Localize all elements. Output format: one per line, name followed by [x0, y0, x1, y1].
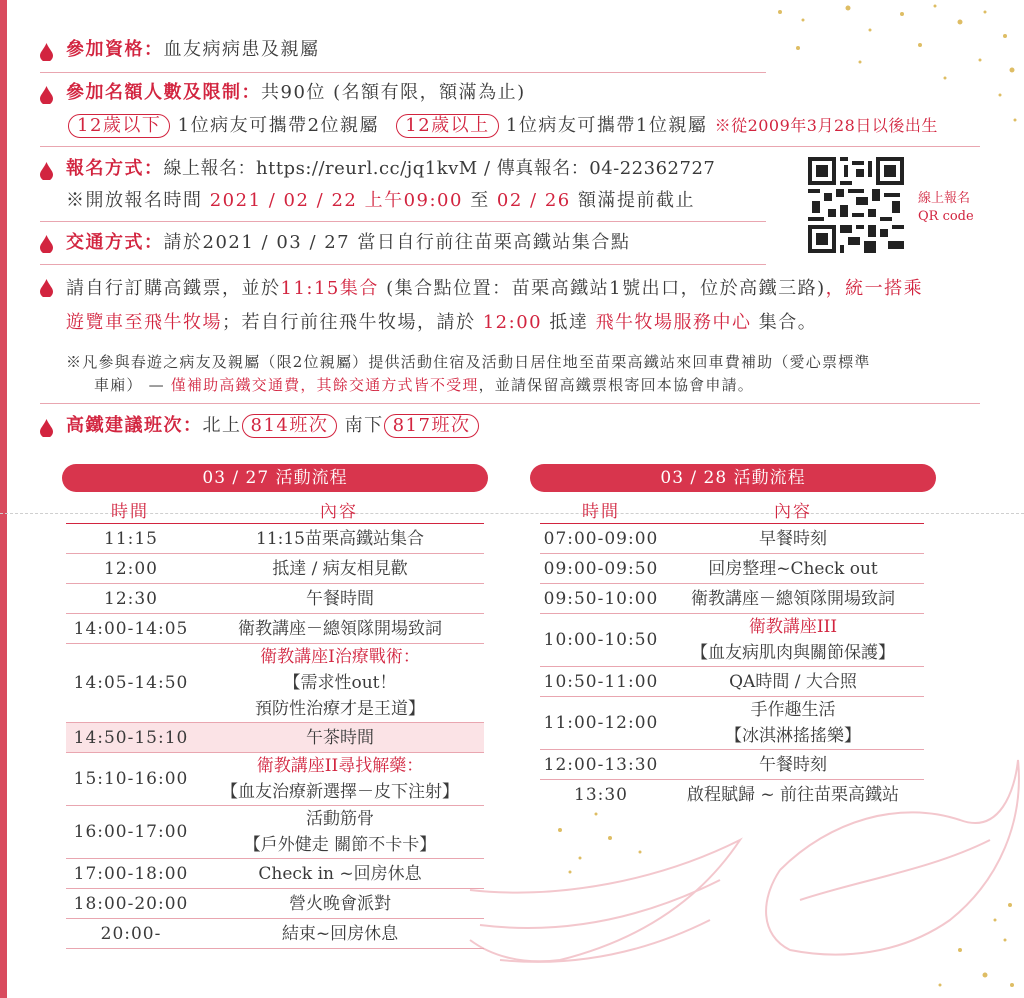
subsidy-note: ，並請保留高鐵票根寄回本協會申請。: [478, 376, 754, 394]
lecture-title: 衛教講座I治療戰術：: [260, 647, 420, 667]
blood-drop-icon: [40, 235, 53, 253]
subsidy-note-line1: [66, 351, 871, 373]
period-suffix: 額滿提前截止: [570, 190, 695, 211]
schedule-content: [196, 614, 484, 644]
day1-schedule-table: [66, 524, 484, 949]
hsr-line1: [66, 277, 923, 301]
schedule-content: [196, 859, 484, 889]
quota-label: 參加名額人數及限制：: [66, 82, 261, 103]
period-mid: 至: [462, 190, 497, 211]
schedule-content: [196, 806, 484, 859]
schedule-row: [66, 554, 484, 584]
schedule-content: [662, 780, 924, 810]
qr-label-line1: 線上報名: [918, 191, 971, 206]
schedule-content-line: 午茶時間: [306, 727, 374, 748]
schedule-time: 14:05-14:50: [66, 644, 196, 723]
schedule-time: 11:00-12:00: [540, 697, 662, 750]
schedule-row: [66, 524, 484, 554]
divider: [40, 146, 980, 147]
schedule-row: [540, 584, 924, 614]
schedule-row: [66, 753, 484, 806]
schedule-row: [540, 667, 924, 697]
schedule-content: [196, 919, 484, 949]
schedule-content-line: 衛教講座－總領隊開場致詞: [691, 588, 895, 609]
schedule-time: 12:00: [66, 554, 196, 584]
schedule-row: [66, 614, 484, 644]
schedule-content: [662, 554, 924, 584]
subsidy-note: ※凡參與春遊之病友及親屬（限2位親屬）提供活動住宿及活動日居住地至苗栗高鐵站來回車費補助（愛心票標準: [66, 353, 871, 371]
schedule-row: [540, 554, 924, 584]
schedule-time: 11:15: [66, 524, 196, 554]
day2-content-header: 內容: [774, 502, 812, 522]
registration-value: 線上報名：https://reurl.cc/jq1kvM / 傳真報名：04-22362727: [163, 158, 716, 179]
period-start: 2021 / 02 / 22 上午09:00: [209, 190, 463, 211]
schedule-content: [662, 750, 924, 780]
hsr-line2: [66, 311, 817, 335]
hsr-bus-note: ，統一搭乘: [825, 278, 924, 299]
qr-code-icon[interactable]: [808, 157, 904, 253]
schedule-content: [662, 614, 924, 667]
age-under12-badge: 12歲以下: [68, 114, 170, 138]
qr-label-line2: QR code: [918, 209, 974, 224]
schedule-time: 16:00-17:00: [66, 806, 196, 859]
blood-drop-icon: [40, 86, 53, 104]
schedule-row: [66, 889, 484, 919]
schedule-time: 15:10-16:00: [66, 753, 196, 806]
schedule-row: [540, 614, 924, 667]
age-over12-badge: 12歲以上: [396, 114, 498, 138]
schedule-row: [66, 584, 484, 614]
lecture-title: 衛教講座II尋找解藥：: [256, 756, 424, 776]
schedule-content-line: Check in ~回房休息: [258, 863, 422, 884]
schedule-time: 13:30: [574, 784, 628, 805]
schedule-row: [66, 859, 484, 889]
schedule-row: [540, 780, 924, 810]
schedule-content: [196, 889, 484, 919]
qualification-line: [66, 38, 320, 62]
schedule-content: [196, 644, 484, 723]
divider: [40, 403, 980, 404]
schedule-content: [662, 584, 924, 614]
schedule-time: 18:00-20:00: [66, 889, 196, 919]
blood-drop-icon: [40, 43, 53, 61]
schedule-content-line: 【血友病肌肉與關節保護】: [691, 643, 895, 663]
registration-label: 報名方式：: [66, 158, 164, 179]
schedule-row: [66, 806, 484, 859]
north-label: 北上: [202, 415, 242, 436]
schedule-content-line: 回房整理~Check out: [708, 558, 878, 579]
hsr-bus-destination: 遊覽車至飛牛牧場: [66, 312, 222, 333]
qualification-label: 參加資格：: [66, 39, 164, 60]
schedule-content: [662, 524, 924, 554]
schedule-content-line: 【戶外健走 關節不卡卡】: [243, 835, 437, 855]
quota-value: 共90位 (名額有限，額滿為止): [261, 82, 526, 103]
over12-rule: 1位病友可攜帶1位親屬: [505, 115, 708, 136]
schedule-content-line: 預防性治療才是王道】: [255, 699, 425, 719]
divider: [40, 264, 766, 265]
registration-line: [66, 157, 715, 181]
schedule-time: 14:50-15:10: [66, 723, 196, 753]
schedule-time: 10:50-11:00: [540, 667, 662, 697]
subsidy-note-line2: [94, 374, 754, 396]
hsr-text: 請自行訂購高鐵票，並於: [66, 278, 281, 299]
day2-time-header: 時間: [582, 502, 620, 522]
schedule-content: [662, 667, 924, 697]
registration-period-line: [66, 189, 695, 213]
hsr-text: 集合。: [751, 312, 818, 333]
period-end: 02 / 26: [496, 190, 571, 211]
schedule-content-line: 【冰淇淋搖搖樂】: [725, 726, 861, 746]
schedule-time: 12:00-13:30: [540, 750, 662, 780]
schedule-time: 17:00-18:00: [66, 859, 196, 889]
transport-value: 請於2021 / 03 / 27 當日自行前往苗栗高鐵站集合點: [163, 232, 631, 253]
schedule-content-line: 11:15苗栗高鐵站集合: [256, 528, 424, 549]
schedule-time: 14:00-14:05: [66, 614, 196, 644]
transport-line: [66, 231, 630, 255]
transport-label: 交通方式：: [66, 232, 164, 253]
schedule-row: [540, 697, 924, 750]
schedule-content-line: 營火晚會派對: [289, 893, 391, 914]
schedule-time: 09:50-10:00: [540, 584, 662, 614]
day2-header: 03 / 28 活動流程: [530, 464, 936, 492]
schedule-content-line: 衛教講座－總領隊開場致詞: [238, 618, 442, 639]
schedule-time: 09:00-09:50: [540, 554, 662, 584]
south-label: 南下: [344, 415, 384, 436]
under12-rule: 1位病友可攜帶2位親屬: [177, 115, 380, 136]
quota-detail-line: [68, 114, 938, 138]
subsidy-note: 車廂） —: [94, 376, 171, 394]
schedule-content: [196, 584, 484, 614]
schedule-content-line: 午餐時刻: [759, 754, 827, 775]
north-train-badge: 814班次: [242, 414, 338, 438]
period-prefix: ※開放報名時間: [66, 190, 210, 211]
schedule-content-line: 手作趣生活: [750, 700, 836, 720]
blood-drop-icon: [40, 279, 53, 297]
schedule-content-line: 午餐時間: [306, 588, 374, 609]
schedule-content: [196, 524, 484, 554]
hsr-service-center: 飛牛牧場服務中心: [595, 312, 752, 333]
day1-content-header: 內容: [320, 502, 358, 522]
qr-label: [918, 190, 974, 226]
hsr-self-note: ；若自行前往飛牛牧場，請於: [222, 312, 483, 333]
schedule-content-line: 啟程賦歸 ~ 前往苗栗高鐵站: [686, 784, 900, 805]
schedule-time: 12:30: [66, 584, 196, 614]
schedule-time: 10:00-10:50: [540, 614, 662, 667]
schedule-row: [66, 723, 484, 753]
divider: [40, 72, 766, 73]
gold-sparkles: [558, 5, 1017, 988]
day2-schedule-table: [540, 524, 924, 809]
schedule-content-line: QA時間 / 大合照: [729, 671, 857, 692]
south-train-badge: 817班次: [384, 414, 480, 438]
schedule-content: [196, 723, 484, 753]
hsr-meet-place: (集合點位置：苗栗高鐵站1號出口，位於高鐵三路): [378, 278, 826, 299]
schedule-time: 20:00-: [66, 919, 196, 949]
schedule-content-line: 早餐時刻: [759, 528, 827, 549]
schedule-content: [196, 554, 484, 584]
trains-label: 高鐵建議班次：: [66, 415, 203, 436]
quota-line: [66, 81, 526, 105]
day1-time-header: 時間: [111, 502, 149, 522]
divider: [40, 221, 766, 222]
schedule-content-line: 抵達 / 病友相見歡: [272, 558, 408, 579]
lecture-title: 衛教講座III: [748, 617, 838, 637]
schedule-row: [66, 919, 484, 949]
schedule-time: 07:00-09:00: [540, 524, 662, 554]
schedule-row: [66, 644, 484, 723]
birth-note: ※從2009年3月28日以後出生: [714, 116, 938, 135]
schedule-row: [540, 524, 924, 554]
schedule-content-line: 【血友治療新選擇－皮下注射】: [221, 782, 459, 802]
schedule-row: [540, 750, 924, 780]
subsidy-restriction: 僅補助高鐵交通費，其餘交通方式皆不受理: [170, 376, 479, 394]
hsr-text: 抵達: [542, 312, 596, 333]
day1-header: 03 / 27 活動流程: [62, 464, 488, 492]
hsr-arrival-time: 12:00: [482, 312, 543, 333]
blood-drop-icon: [40, 419, 53, 437]
qualification-value: 血友病病患及親屬: [163, 39, 320, 60]
schedule-content-line: 活動筋骨: [306, 809, 374, 829]
schedule-content: [662, 697, 924, 750]
schedule-content: [196, 753, 484, 806]
schedule-content-line: 【需求性out！: [283, 673, 397, 693]
schedule-content-line: 結束~回房休息: [281, 923, 399, 944]
blood-drop-icon: [40, 162, 53, 180]
trains-line: [66, 414, 479, 438]
hsr-meet-time: 11:15集合: [280, 278, 379, 299]
